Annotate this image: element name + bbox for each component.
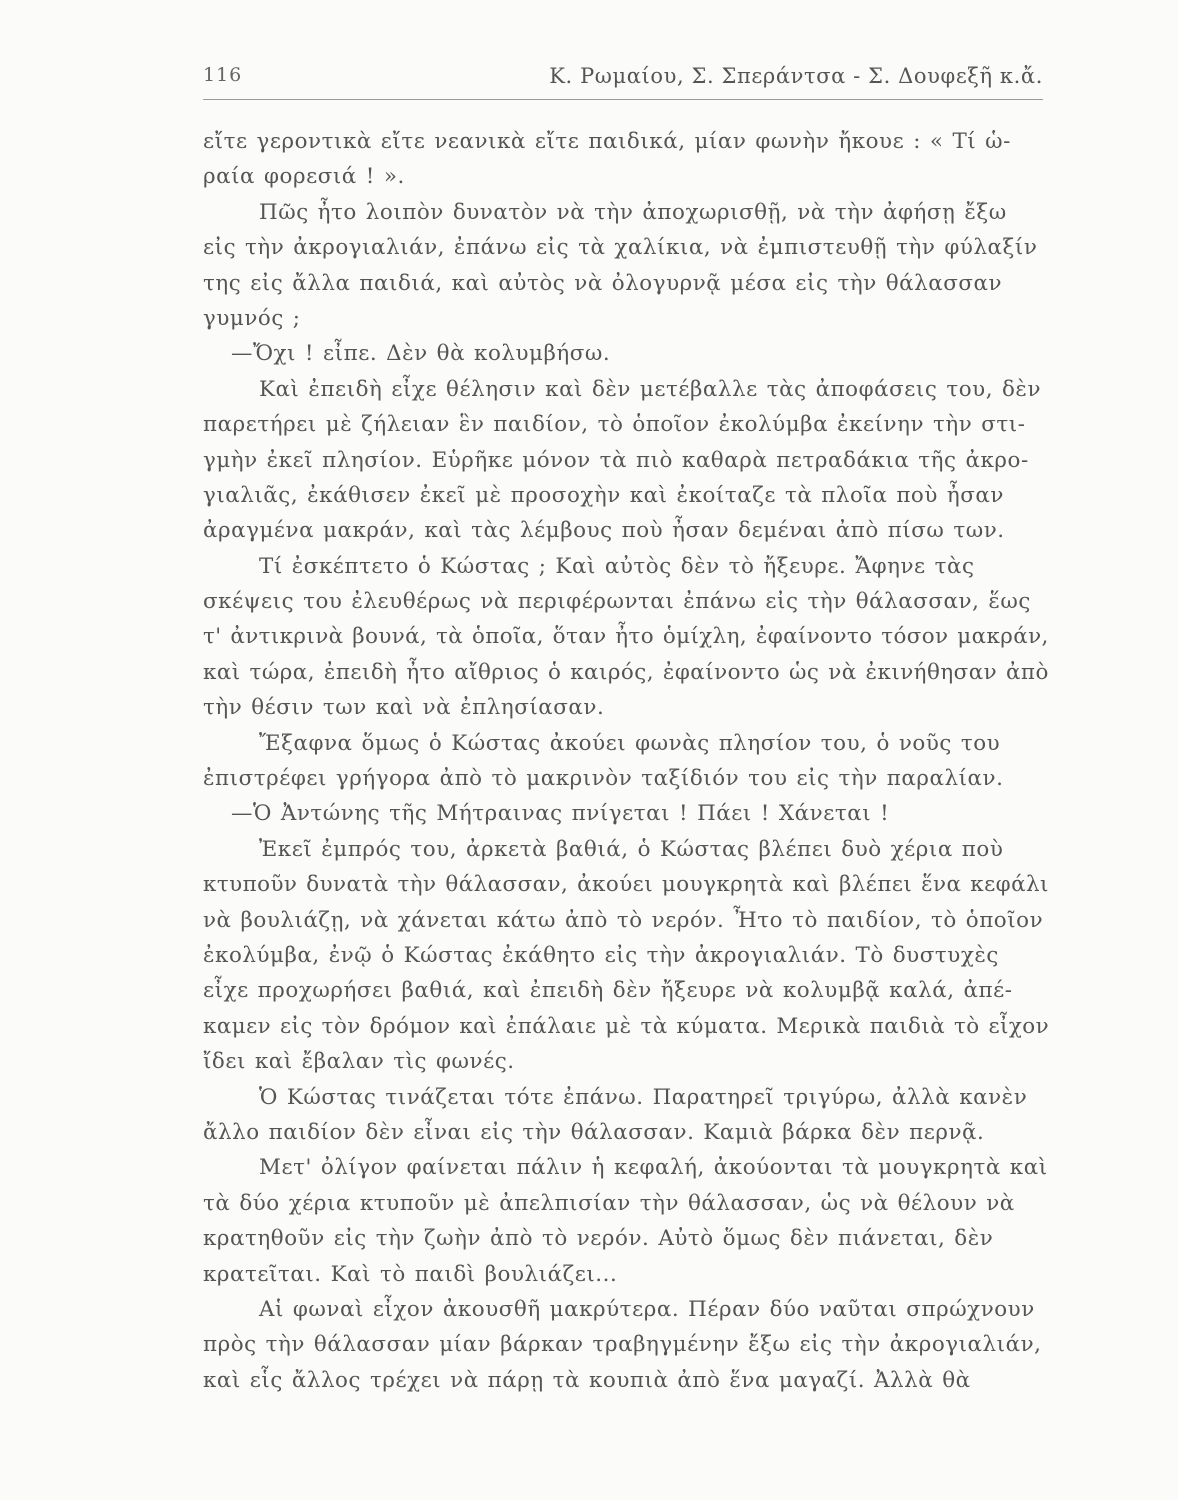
text-line: γυμνός ; [203, 305, 301, 331]
text-line: καὶ τώρα, ἐπειδὴ ἦτο αἴθριος ὁ καιρός, ἐφαίνοντο ὡς νὰ ἐκινήθησαν ἀπὸ [203, 659, 1049, 685]
text-line: ἐπιστρέφει γρήγορα ἀπὸ τὸ μακρινὸν ταξίδιόν του εἰς τὴν παραλίαν. [203, 766, 1004, 792]
text-line: τ' ἀντικρινὰ βουνά, τὰ ὁποῖα, ὅταν ἦτο ὁμίχλη, ἐφαίνοντο τόσον μακράν, [203, 624, 1049, 650]
text-line: εἴτε γεροντικὰ εἴτε νεανικὰ εἴτε παιδικά, μίαν φωνὴν ἤκουε : « Τί ὡ- [203, 129, 1011, 154]
text-line: —Ὁ Ἀντώνης τῆς Μήτραινας πνίγεται ! Πάει ! Χάνεται ! [231, 801, 890, 827]
text-line: εἰς τὴν ἀκρογιαλιάν, ἐπάνω εἰς τὰ χαλίκια, νὰ ἐμπιστευθῇ τὴν φύλαξίν [203, 235, 1038, 261]
text-line: ἐκολύμβα, ἐνῷ ὁ Κώστας ἐκάθητο εἰς τὴν ἀκρογιαλιάν. Τὸ δυστυχὲς [203, 942, 999, 968]
text-line: Ὁ Κώστας τινάζεται τότε ἐπάνω. Παρατηρεῖ τριγύρω, ἀλλὰ κανὲν [259, 1084, 1028, 1110]
text-line: ραία φορεσιά ! ». [203, 164, 405, 190]
text-line: τὰ δύο χέρια κτυποῦν μὲ ἀπελπισίαν τὴν θάλασσαν, ὡς νὰ θέλουν νὰ [203, 1190, 1015, 1216]
text-line: νὰ βουλιάζῃ, νὰ χάνεται κάτω ἀπὸ τὸ νερόν. Ἦτο τὸ παιδίον, τὸ ὁποῖον [203, 907, 1044, 933]
text-line: καμεν εἰς τὸν δρόμον καὶ ἐπάλαιε μὲ τὰ κύματα. Μερικὰ παιδιὰ τὸ εἶχον [203, 1013, 1050, 1039]
body-text [203, 124, 1051, 1398]
text-line: Τί ἐσκέπτετο ὁ Κώστας ; Καὶ αὐτὸς δὲν τὸ ἤξευρε. Ἄφηνε τὰς [259, 553, 975, 579]
text-line: τὴν θέσιν των καὶ νὰ ἐπλησίασαν. [203, 695, 605, 721]
page-header [203, 64, 1043, 98]
text-line: Καὶ ἐπειδὴ εἶχε θέλησιν καὶ δὲν μετέβαλλε τὰς ἀποφάσεις του, δὲν [259, 376, 1042, 402]
text-line: πρὸς τὴν θάλασσαν μίαν βάρκαν τραβηγμένην ἔξω εἰς τὴν ἀκρογιαλιάν, [203, 1332, 1042, 1358]
text-line: κρατεῖται. Καὶ τὸ παιδὶ βουλιάζει... [203, 1261, 618, 1287]
text-line: Ἐκεῖ ἐμπρός του, ἀρκετὰ βαθιά, ὁ Κώστας βλέπει δυὸ χέρια ποὺ [259, 836, 1004, 862]
text-line: εἶχε προχωρήσει βαθιά, καὶ ἐπειδὴ δὲν ἤξευρε νὰ κολυμβᾷ καλά, ἀπέ- [203, 978, 1013, 1004]
running-head: Κ. Ρωμαίου, Σ. Σπεράντσα - Σ. Δουφεξῆ κ.ἄ. [549, 64, 1043, 88]
text-line: κρατηθοῦν εἰς τὴν ζωὴν ἀπὸ τὸ νερόν. Αὐτὸ ὅμως δὲν πιάνεται, δὲν [203, 1226, 994, 1252]
text-line: —Ὄχι ! εἶπε. Δὲν θὰ κολυμβήσω. [231, 341, 611, 367]
text-line: Αἱ φωναὶ εἶχον ἀκουσθῆ μακρύτερα. Πέραν δύο ναῦται σπρώχνουν [259, 1296, 1035, 1322]
text-line: Πῶς ἦτο λοιπὸν δυνατὸν νὰ τὴν ἀποχωρισθῇ, νὰ τὴν ἀφήσῃ ἔξω [259, 199, 1007, 225]
text-line: καὶ εἷς ἄλλος τρέχει νὰ πάρῃ τὰ κουπιὰ ἀπὸ ἕνα μαγαζί. Ἀλλὰ θὰ [203, 1367, 971, 1393]
text-line: Μετ' ὀλίγον φαίνεται πάλιν ἡ κεφαλή, ἀκούονται τὰ μουγκρητὰ καὶ [259, 1155, 1048, 1181]
text-line: ἀραγμένα μακράν, καὶ τὰς λέμβους ποὺ ἦσαν δεμέναι ἀπὸ πίσω των. [203, 518, 1005, 544]
text-line: γιαλιᾶς, ἐκάθισεν ἐκεῖ μὲ προσοχὴν καὶ ἐκοίταζε τὰ πλοῖα ποὺ ἦσαν [203, 482, 1004, 508]
page-number: 116 [203, 64, 243, 86]
text-line: γμὴν ἐκεῖ πλησίον. Εὑρῆκε μόνον τὰ πιὸ καθαρὰ πετραδάκια τῆς ἀκρο- [203, 447, 1029, 473]
header-rule [203, 99, 1043, 100]
text-line: κτυποῦν δυνατὰ τὴν θάλασσαν, ἀκούει μουγκρητὰ καὶ βλέπει ἕνα κεφάλι [203, 872, 1049, 898]
text-line: Ἔξαφνα ὅμως ὁ Κώστας ἀκούει φωνὰς πλησίον του, ὁ νοῦς του [259, 730, 1001, 756]
text-line: παρετήρει μὲ ζήλειαν ἓν παιδίον, τὸ ὁποῖον ἐκολύμβα ἐκείνην τὴν στι- [203, 412, 1026, 438]
text-line: σκέψεις του ἐλευθέρως νὰ περιφέρωνται ἐπάνω εἰς τὴν θάλασσαν, ἕως [203, 589, 1031, 615]
text-line: ἄλλο παιδίον δὲν εἶναι εἰς τὴν θάλασσαν. Καμιὰ βάρκα δὲν περνᾷ. [203, 1119, 985, 1145]
text-line: ἴδει καὶ ἔβαλαν τὶς φωνές. [203, 1049, 515, 1075]
text-line: της εἰς ἄλλα παιδιά, καὶ αὐτὸς νὰ ὀλογυρνᾷ μέσα εἰς τὴν θάλασσαν [203, 270, 1003, 296]
